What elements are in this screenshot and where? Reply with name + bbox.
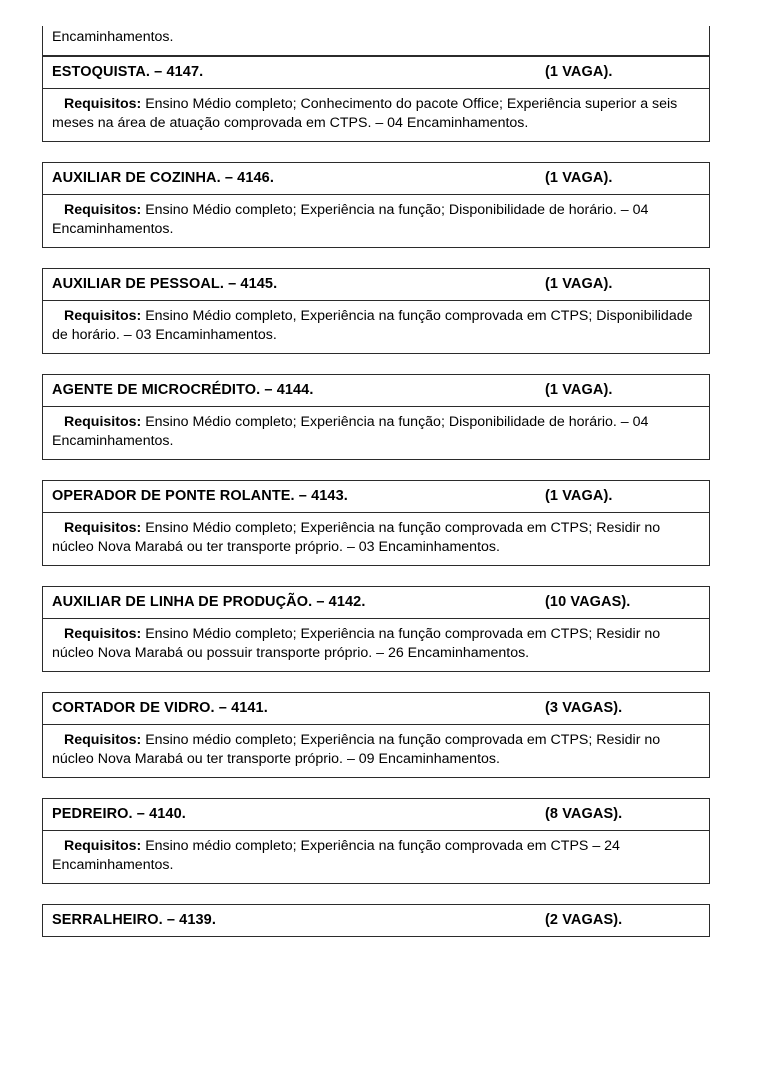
job-vacancy-count: (1 VAGA). bbox=[545, 169, 613, 186]
job-listing bbox=[42, 56, 710, 142]
requirements-label: Requisitos: bbox=[64, 307, 142, 324]
requirements-label: Requisitos: bbox=[64, 201, 142, 218]
vacancy-list bbox=[42, 26, 710, 937]
requirements-label: Requisitos: bbox=[64, 519, 142, 536]
job-vacancy-count: (10 VAGAS). bbox=[545, 593, 631, 610]
requirements-label: Requisitos: bbox=[64, 95, 142, 112]
requirements-text: Ensino Médio completo; Experiência na função comprovada em CTPS; Residir no núcleo Nova Marabá ou ter transporte próprio. – 03 Encaminhamentos. bbox=[52, 519, 661, 555]
requirements-text: Ensino Médio completo; Experiência na função; Disponibilidade de horário. – 04 Encaminhamentos. bbox=[52, 201, 649, 237]
job-title-row[interactable] bbox=[42, 586, 710, 619]
requirements-text: Ensino médio completo; Experiência na função comprovada em CTPS; Residir no núcleo Nova Marabá ou ter transporte próprio. – 09 Encaminhamentos. bbox=[52, 731, 661, 767]
requirements-text: Ensino Médio completo; Experiência na função comprovada em CTPS; Residir no núcleo Nova Marabá ou possuir transporte próprio. – 26 Encaminhamentos. bbox=[52, 625, 661, 661]
job-requirements-row bbox=[42, 407, 710, 460]
job-vacancy-count: (3 VAGAS). bbox=[545, 699, 623, 716]
requirements-text: Ensino médio completo; Experiência na função comprovada em CTPS – 24 Encaminhamentos. bbox=[52, 837, 620, 873]
job-vacancy-count: (2 VAGAS). bbox=[545, 911, 623, 928]
job-title-row[interactable] bbox=[42, 692, 710, 725]
job-title: AGENTE DE MICROCRÉDITO. – 4144. bbox=[52, 381, 314, 398]
job-listing bbox=[42, 586, 710, 672]
requirements-label: Requisitos: bbox=[64, 731, 142, 748]
job-title-row[interactable] bbox=[42, 56, 710, 89]
job-title: AUXILIAR DE PESSOAL. – 4145. bbox=[52, 275, 278, 292]
requirements-label: Requisitos: bbox=[64, 625, 142, 642]
job-title: AUXILIAR DE COZINHA. – 4146. bbox=[52, 169, 274, 186]
job-title: OPERADOR DE PONTE ROLANTE. – 4143. bbox=[52, 487, 348, 504]
job-title-row[interactable] bbox=[42, 374, 710, 407]
job-title-row[interactable] bbox=[42, 904, 710, 937]
job-vacancy-count: (8 VAGAS). bbox=[545, 805, 623, 822]
job-listing bbox=[42, 904, 710, 937]
job-title-row[interactable] bbox=[42, 162, 710, 195]
job-title: AUXILIAR DE LINHA DE PRODUÇÃO. – 4142. bbox=[52, 593, 366, 610]
job-requirements-row bbox=[42, 89, 710, 142]
job-listing bbox=[42, 798, 710, 884]
job-requirements-row bbox=[42, 831, 710, 884]
job-vacancy-count: (1 VAGA). bbox=[545, 275, 613, 292]
job-vacancy-count: (1 VAGA). bbox=[545, 381, 613, 398]
job-title: PEDREIRO. – 4140. bbox=[52, 805, 186, 822]
job-title: CORTADOR DE VIDRO. – 4141. bbox=[52, 699, 268, 716]
job-requirements-row bbox=[42, 513, 710, 566]
job-title: ESTOQUISTA. – 4147. bbox=[52, 63, 204, 80]
job-title-row[interactable] bbox=[42, 798, 710, 831]
job-title-row[interactable] bbox=[42, 480, 710, 513]
job-requirements-row bbox=[42, 725, 710, 778]
requirements-label: Requisitos: bbox=[64, 837, 142, 854]
job-vacancy-count: (1 VAGA). bbox=[545, 63, 613, 80]
job-vacancy-count: (1 VAGA). bbox=[545, 487, 613, 504]
requirements-text: Ensino Médio completo; Conhecimento do pacote Office; Experiência superior a seis meses na área de atuação comprovada em CTPS. – 04 Encaminhamentos. bbox=[52, 95, 678, 131]
job-listings-container bbox=[42, 56, 710, 937]
requirements-label: Requisitos: bbox=[64, 413, 142, 430]
job-requirements-row bbox=[42, 619, 710, 672]
requirements-text: Ensino Médio completo; Experiência na função; Disponibilidade de horário. – 04 Encaminhamentos. bbox=[52, 413, 649, 449]
job-title-row[interactable] bbox=[42, 268, 710, 301]
requirements-text: Ensino Médio completo, Experiência na função comprovada em CTPS; Disponibilidade de horário. – 03 Encaminhamentos. bbox=[52, 307, 693, 343]
job-requirements-row bbox=[42, 301, 710, 354]
job-requirements-row bbox=[42, 195, 710, 248]
job-title: SERRALHEIRO. – 4139. bbox=[52, 911, 216, 928]
job-listing bbox=[42, 268, 710, 354]
job-listing bbox=[42, 374, 710, 460]
job-listing bbox=[42, 480, 710, 566]
job-listing bbox=[42, 692, 710, 778]
continued-requisitos-box bbox=[42, 26, 710, 56]
continued-requisitos-text: Encaminhamentos. bbox=[52, 29, 174, 45]
job-listing bbox=[42, 162, 710, 248]
